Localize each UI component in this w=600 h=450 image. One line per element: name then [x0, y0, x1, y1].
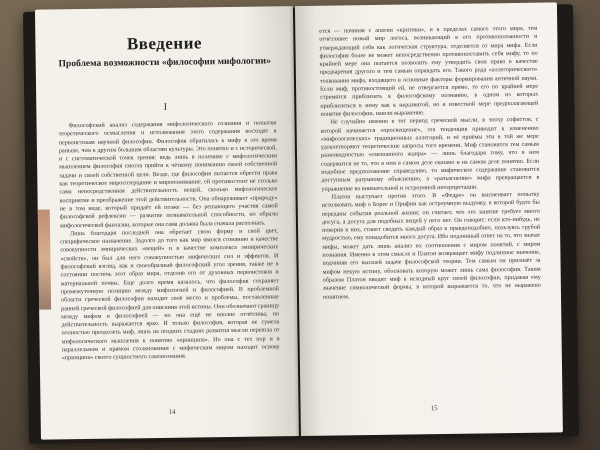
chapter-title: Введение	[126, 33, 203, 54]
right-page-text	[319, 25, 541, 302]
paragraph: Лишь благодаря последней она обретает свою форму и свой цвет, специфическое назначение. Задолго до того как мир явился сознанию в качестве совокупности эмпирических «вещей» и в качестве комплекса эмпирических «свойств», он был для него совокупностью мифических сил и эффектов. И философский взгляд, как и своеобразный философский угол зрения, также не в состоянии постичь этот образ мира, отделив его от духовных первоистоков и материальной почвы. Еще долго время казалось, что философия сохраняет промежуточную позицию между мифологией и философией. В проблемной области греческой философии находят своё место и проблемы, поставленные ранней греческой философией для описания этой истины. Они обозначают границу между мифом и философией — но она ещё не вполне отчётлива, но действительность выражается ярко. И только философия, которая не сумела полностью преодолеть миф, лишь на поздних стадиях развития мысли перешла от мифологического мышления к понятию «принципа». Но она с тех пор и в параллельном и прямом столкновении с мифическим миром находит основу «принципа» своего сущностного самопознания.	[60, 228, 280, 362]
paragraph: ется — начиная с апатии «критики», и в пределах самого этого мира, тем отчётливее новый мир логоса, возникающий в его противоположности и утверждающий себя как логическая структура, отделяется от мира мифа. Если философия более не может непосредственно противопоставить себя мифу, то по крайней мере она пытается позволить ему утвердить свои права в качестве предварения другого и тем самым оправдать его. Такого рода «аллегорического» толкования мифа, входящего в основные факторы формирования античной науки. Если миф, противостоящий ей, не отвергается прямо, то его по крайней мере стремятся приблизить к философскому познанию, в одном из которых приблизиться к нему как к неразвитой, но в известной мере предполагающей понятие философии, нашли выражение.	[319, 25, 539, 118]
left-page	[35, 6, 299, 440]
paragraph: Не случайно именно в тот период греческой мысли, в эпоху софистов, с которой начинается «просвещение», эта тенденция приводит к изменению «мифологических» традиционных аллегорий, и её приёмы эти в той же мере удовлетворяют теоретические запросы того времени. Миф становится тем самым разновидностью «смешанного жанра» — лишь благодаря тому, что в нем содержится не то, что в нем в самом деле сказано и на самом деле понятно. Если подобное предположение справедливо, то мифическое содержание становится доступным разумному объяснению, а «разъяснение» мифа превращается в упражнение во внимательной и остроумной интерпретации.	[320, 116, 540, 193]
page-edge-image	[38, 210, 51, 310]
section-number: I	[163, 101, 168, 113]
left-page-text	[59, 119, 280, 363]
paragraph: Платон выступает против этого. В «Федре» он высмеивает попытку истолковать миф о Борее и Орифии как остроумную выдумку, в которой будто бы переданы события реальной жизни; он считает, что это занятие требует много досуга, а досуга для подобных вещей у него нет. Он говорит: если кто-нибудь, не поверив в них, станет сводить каждый образ к правдоподобию, пользуясь грубой мудростью, ему понадобится много досуга. Ибо подлинный ответ на то, что значат мифы, может дать лишь анализ их соотношения с миром понятий, с миром познания. Именно в этом смысле и Платон возвращает мифу подлинное значение, подчиняя его высшей задаче философской теории. Тем самым он признаёт за мифом некую истину, обосновать которую может лишь сама философия. Таким образом Платон вводит миф в исходный круг своей философии, придавая ему значение символической формы, в которой выражается то, что не выражено понятием.	[321, 191, 541, 301]
chapter-subtitle: Проблема возможности «философии мифологии»	[58, 56, 271, 70]
page-number-right: 15	[430, 404, 438, 413]
page-number-left: 14	[168, 407, 176, 416]
open-book	[5, 2, 597, 450]
paragraph: Философский анализ содержания мифологического сознания и попытки теоретического осмысления и истолкования этого содержания восходят к первоистокам научной философии. Философия обратилась к мифу в это время раньше, чем к другим большим областям культуры. Это понятно и с исторической, и с систематической точек зрения: ведь лишь в полемике с мифологическим мышлением философия смогла прийти к чёткому пониманию своей собственной задачи и своей собственной цели. Везде, где философия пытается обрести права как теоретическое миросозерцание и миропонимание, ей противостоит не столько сама непосредственная действительность вещей, сколько мифологическое восприятие и преображение этой действительности. Она обнаруживает «природу» не в том виде, который придаёт ей позже — без решающего участия самой философской рефлексии — развитие познавательной способности, но образы мифологической фантазии, которые она сама должна была сначала распознать.	[58, 120, 278, 229]
right-page	[295, 2, 563, 436]
